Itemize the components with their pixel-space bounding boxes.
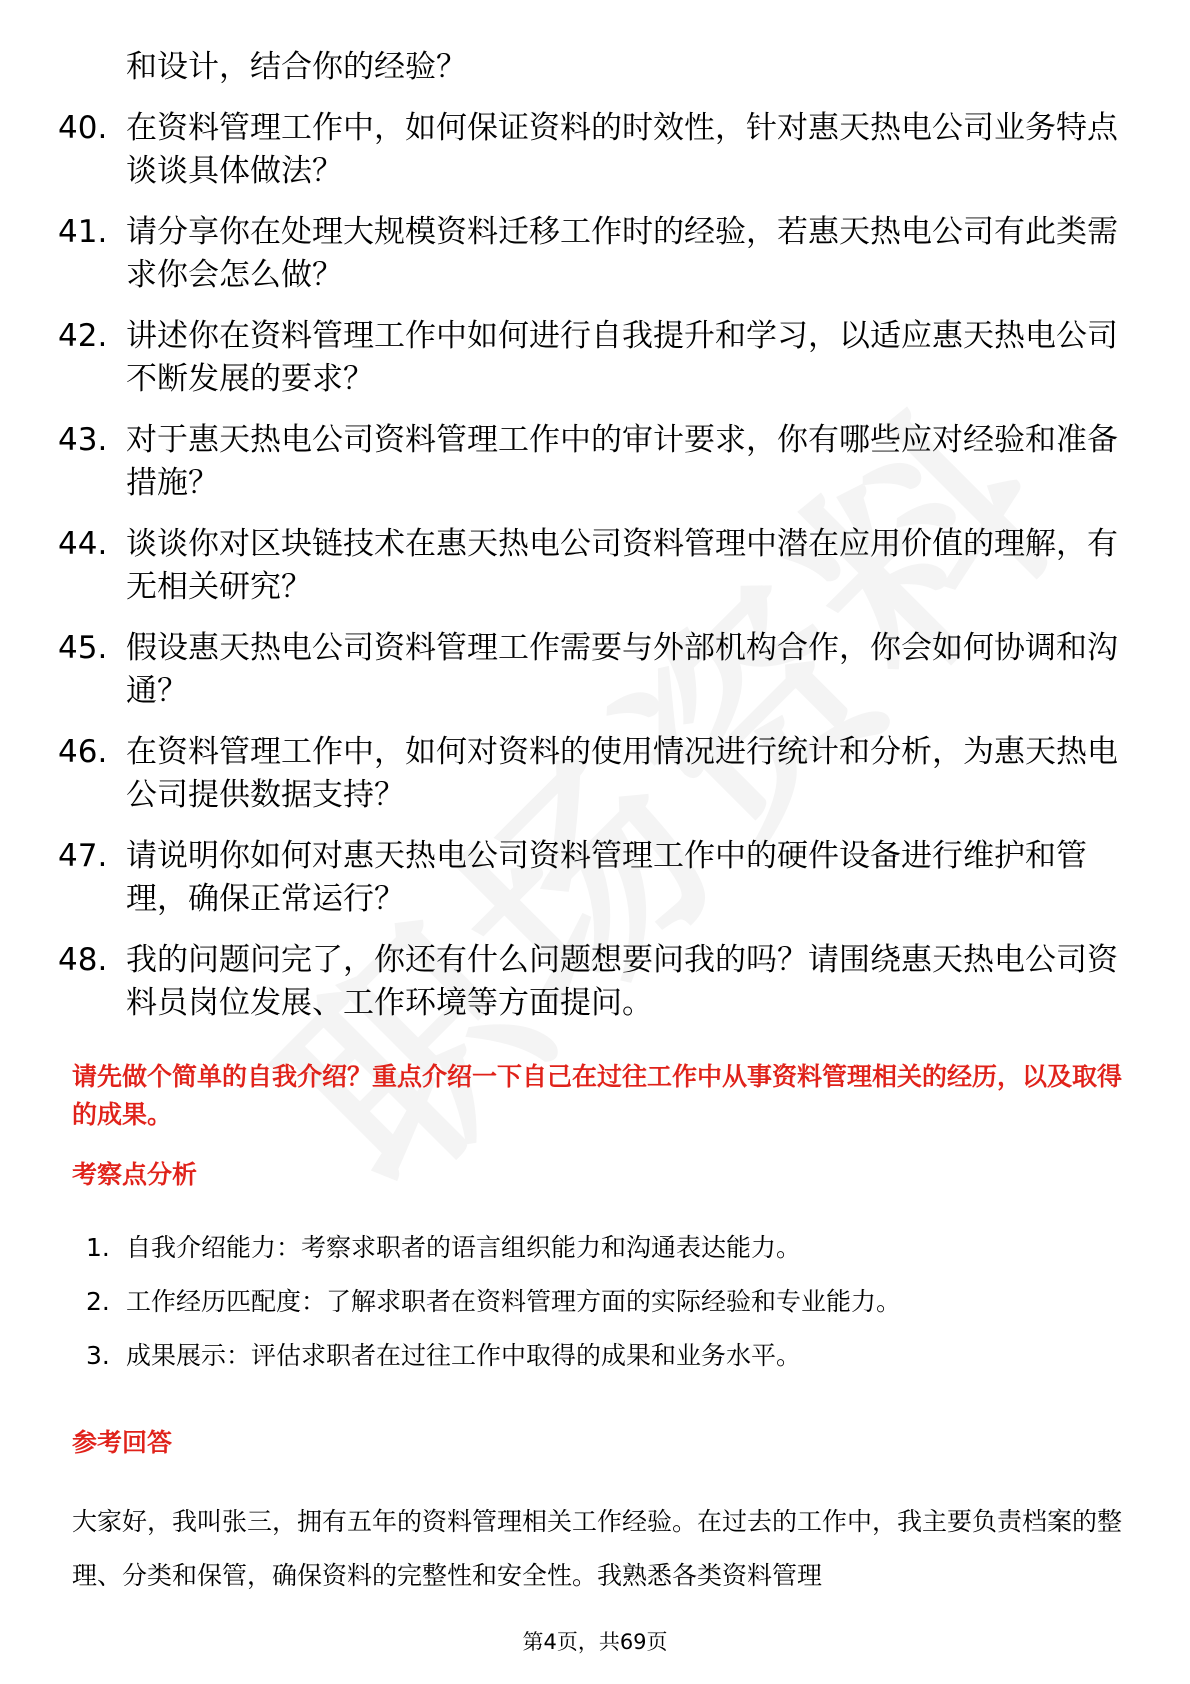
question-text: 请说明你如何对惠天热电公司资料管理工作中的硬件设备进行维护和管理，确保正常运行？ [126, 838, 1087, 917]
question-item [0, 835, 1190, 921]
analysis-point [0, 1338, 1190, 1374]
featured-question: 请先做个简单的自我介绍？重点介绍一下自己在过往工作中从事资料管理相关的经历，以及取得的成果。 [72, 1062, 1123, 1129]
question-text: 在资料管理工作中，如何保证资料的时效性，针对惠天热电公司业务特点谈谈具体做法？ [126, 110, 1118, 189]
question-number: 42. [58, 318, 108, 354]
question-item [0, 939, 1190, 1025]
point-number: 2. [86, 1287, 110, 1316]
analysis-point [0, 1230, 1190, 1266]
page-footer: 第4页，共69页 [522, 1630, 668, 1654]
question-number: 46. [58, 734, 108, 770]
question-text: 在资料管理工作中，如何对资料的使用情况进行统计和分析，为惠天热电公司提供数据支持？ [126, 734, 1118, 813]
question-item [0, 419, 1190, 505]
point-text: 自我介绍能力：考察求职者的语言组织能力和沟通表达能力。 [126, 1233, 802, 1262]
question-item [0, 46, 1190, 89]
question-number: 48. [58, 942, 108, 978]
question-text: 谈谈你对区块链技术在惠天热电公司资料管理中潜在应用价值的理解，有无相关研究？ [126, 526, 1118, 605]
analysis-points [0, 1230, 1190, 1374]
question-item [0, 523, 1190, 609]
question-number: 40. [58, 110, 108, 146]
question-item [0, 315, 1190, 401]
question-item [0, 731, 1190, 817]
question-item [0, 211, 1190, 297]
point-text: 工作经历匹配度：了解求职者在资料管理方面的实际经验和专业能力。 [126, 1287, 902, 1316]
answer-text: 大家好，我叫张三，拥有五年的资料管理相关工作经验。在过去的工作中，我主要负责档案的整理、分类和保管，确保资料的完整性和安全性。我熟悉各类资料管理 [72, 1507, 1123, 1590]
analysis-heading: 考察点分析 [72, 1160, 198, 1189]
question-number: 45. [58, 630, 108, 666]
question-text: 假设惠天热电公司资料管理工作需要与外部机构合作，你会如何协调和沟通？ [126, 630, 1118, 709]
question-text: 讲述你在资料管理工作中如何进行自我提升和学习，以适应惠天热电公司不断发展的要求？ [126, 318, 1118, 397]
question-number: 47. [58, 838, 108, 874]
point-number: 1. [86, 1233, 110, 1262]
analysis-point [0, 1284, 1190, 1320]
answer-heading: 参考回答 [72, 1428, 173, 1457]
question-item [0, 627, 1190, 713]
question-text: 请分享你在处理大规模资料迁移工作时的经验，若惠天热电公司有此类需求你会怎么做？ [126, 214, 1118, 293]
question-text: 我的问题问完了，你还有什么问题想要问我的吗？请围绕惠天热电公司资料员岗位发展、工作环境等方面提问。 [126, 942, 1118, 1021]
question-number: 43. [58, 422, 108, 458]
point-text: 成果展示：评估求职者在过往工作中取得的成果和业务水平。 [126, 1341, 802, 1370]
question-text: 对于惠天热电公司资料管理工作中的审计要求，你有哪些应对经验和准备措施？ [126, 422, 1118, 501]
point-number: 3. [86, 1341, 110, 1370]
question-item [0, 107, 1190, 193]
question-list [0, 46, 1190, 1025]
question-text: 和设计，结合你的经验？ [126, 49, 467, 85]
question-number: 44. [58, 526, 108, 562]
question-number: 41. [58, 214, 108, 250]
